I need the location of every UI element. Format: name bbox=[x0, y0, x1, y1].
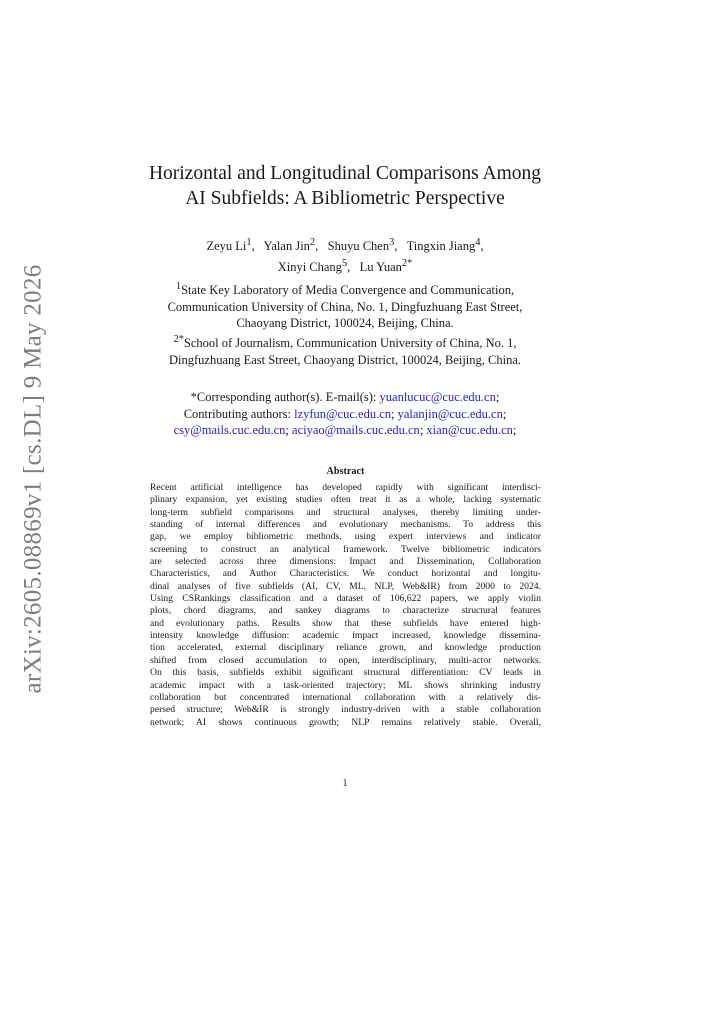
author-affiliation-marker: 2 bbox=[309, 237, 316, 248]
page-number: 1 bbox=[342, 778, 348, 789]
author-affiliation-marker: 4 bbox=[475, 237, 481, 248]
abstract-line: Characteristics, and Author Characteristics. We conduct horizontal and longitu- bbox=[150, 568, 541, 580]
author-name: Lu Yuan bbox=[359, 260, 402, 275]
abstract-line: On this basis, subfields exhibit significant structural differentiation: CV leads in bbox=[150, 667, 541, 679]
abstract-line: network; AI shows continuous growth; NLP remains relatively stable. Overall, bbox=[150, 716, 541, 728]
abstract-line: long-term subfield comparisons and structural analyses, thereby limiting under- bbox=[150, 506, 541, 518]
abstract-line: tion accelerated, external disciplinary reliance grown, and knowledge production bbox=[150, 642, 541, 654]
title-line-1: Horizontal and Longitudinal Comparisons Among bbox=[148, 163, 542, 184]
abstract-line: plinary expansion, yet existing studies often treat it as a whole, lacking systematic bbox=[150, 494, 541, 506]
email-link[interactable]: yalanjin@cuc.edu.cn bbox=[397, 406, 503, 421]
author-separator: , bbox=[251, 239, 261, 254]
author-name: Zeyu Li bbox=[206, 239, 247, 254]
contributing-label: Contributing authors: bbox=[183, 406, 295, 421]
author-affiliation-marker: 2* bbox=[401, 258, 413, 270]
corresponding-email-link[interactable]: yuanlucuc@cuc.edu.cn bbox=[379, 390, 496, 404]
email-link[interactable]: csy@mails.cuc.edu.cn bbox=[173, 423, 286, 438]
affiliation-1-line-3: Chaoyang District, 100024, Beijing, China. bbox=[236, 316, 454, 331]
author-line-2 bbox=[100, 255, 590, 276]
contributing-authors-line: Contributing authors: lzyfun@cuc.edu.cn; yalanjin@cuc.edu.cn; bbox=[183, 406, 507, 421]
email-link[interactable]: xian@cuc.edu.cn bbox=[426, 423, 513, 438]
contributing-authors-line-2: csy@mails.cuc.edu.cn; aciyao@mails.cuc.edu.cn; xian@cuc.edu.cn; bbox=[173, 423, 517, 438]
abstract-heading: Abstract bbox=[326, 466, 365, 477]
arxiv-identifier-text: arXiv:2605.08869v1 [cs.DL] 9 May 2026 bbox=[20, 264, 47, 694]
affiliation-text: School of Journalism, Communication University of China, No. 1, bbox=[183, 336, 517, 351]
abstract-line: academic impact with a task-oriented trajectory; ML shows shrinking industry bbox=[150, 679, 541, 691]
email-link[interactable]: aciyao@mails.cuc.edu.cn bbox=[292, 423, 420, 438]
arxiv-identifier-stamp bbox=[14, 264, 54, 694]
abstract-line: Recent artificial intelligence has developed rapidly with significant interdisci- bbox=[150, 482, 541, 493]
abstract-line: persed structure; Web&IR is strongly industry-driven with a stable collaboration bbox=[150, 704, 541, 716]
author-name: Tingxin Jiang bbox=[406, 239, 476, 254]
abstract-line: standing of internal differences and evolutionary mechanisms. To address this bbox=[150, 519, 541, 531]
paper-title bbox=[100, 161, 590, 211]
abstract-line: shifted from closed accumulation to open, interdisciplinary, multi-actor networks. bbox=[150, 654, 541, 666]
author-name: Shuyu Chen bbox=[327, 239, 390, 254]
author-separator: , bbox=[480, 239, 484, 254]
affiliation-2-line-2: Dingfuzhuang East Street, Chaoyang District, 100024, Beijing, China. bbox=[168, 352, 522, 367]
abstract-body bbox=[150, 482, 541, 729]
affiliation-text: State Key Laboratory of Media Convergence and Communication, bbox=[181, 283, 515, 298]
title-line-2: AI Subfields: A Bibliometric Perspective bbox=[185, 188, 505, 209]
email-link[interactable]: lzyfun@cuc.edu.cn bbox=[294, 406, 391, 421]
affiliation-block bbox=[100, 279, 590, 368]
contact-block bbox=[100, 389, 590, 439]
abstract-line: collaboration but concentrated international collaboration with a relatively dis- bbox=[150, 691, 541, 703]
affiliation-1-line-2: Communication University of China, No. 1, Dingfuzhuang East Street, bbox=[167, 299, 523, 314]
affiliation-marker: 1 bbox=[175, 281, 182, 292]
affiliation-marker: 2* bbox=[173, 333, 184, 345]
corresponding-author-line: *Corresponding author(s). E-mail(s): yuanlucuc@cuc.edu.cn; bbox=[190, 390, 500, 404]
author-affiliation-marker: 1 bbox=[246, 237, 252, 248]
abstract-line: gap, we employ bibliometric methods, using expert interviews and indicator bbox=[150, 531, 541, 543]
author-line-1 bbox=[100, 234, 590, 255]
abstract-line: intensity knowledge diffusion: academic impact increased, knowledge dissemina- bbox=[150, 630, 541, 642]
affiliation-2-line-1 bbox=[100, 332, 590, 352]
affiliation-1-line-1 bbox=[100, 279, 590, 299]
author-name: Yalan Jin bbox=[263, 239, 310, 254]
abstract-line: are selected across three dimensions: Impact and Dissemination, Collaboration bbox=[150, 556, 541, 568]
author-separator: , bbox=[394, 239, 404, 254]
abstract-line: screening to construct an analytical framework. Twelve bibliometric indicators bbox=[150, 543, 541, 555]
abstract-line: dinal analyses of five subfields (AI, CV, ML, NLP, Web&IR) from 2000 to 2024. bbox=[150, 580, 541, 592]
author-affiliation-marker: 5 bbox=[341, 258, 348, 270]
author-name: Xinyi Chang bbox=[277, 260, 342, 275]
author-separator: , bbox=[347, 260, 357, 275]
corresponding-label: *Corresponding author(s). E-mail(s): bbox=[190, 390, 380, 404]
author-separator: , bbox=[315, 239, 325, 254]
abstract-line: and evolutionary paths. Results show that these subfields have entered high- bbox=[150, 617, 541, 629]
abstract-line: Using CSRankings classification and a dataset of 106,622 papers, we apply violin bbox=[150, 593, 541, 605]
abstract-line: plots, chord diagrams, and sankey diagrams to characterize structural features bbox=[150, 605, 541, 617]
author-list bbox=[100, 234, 590, 276]
author-affiliation-marker: 3 bbox=[389, 237, 395, 248]
